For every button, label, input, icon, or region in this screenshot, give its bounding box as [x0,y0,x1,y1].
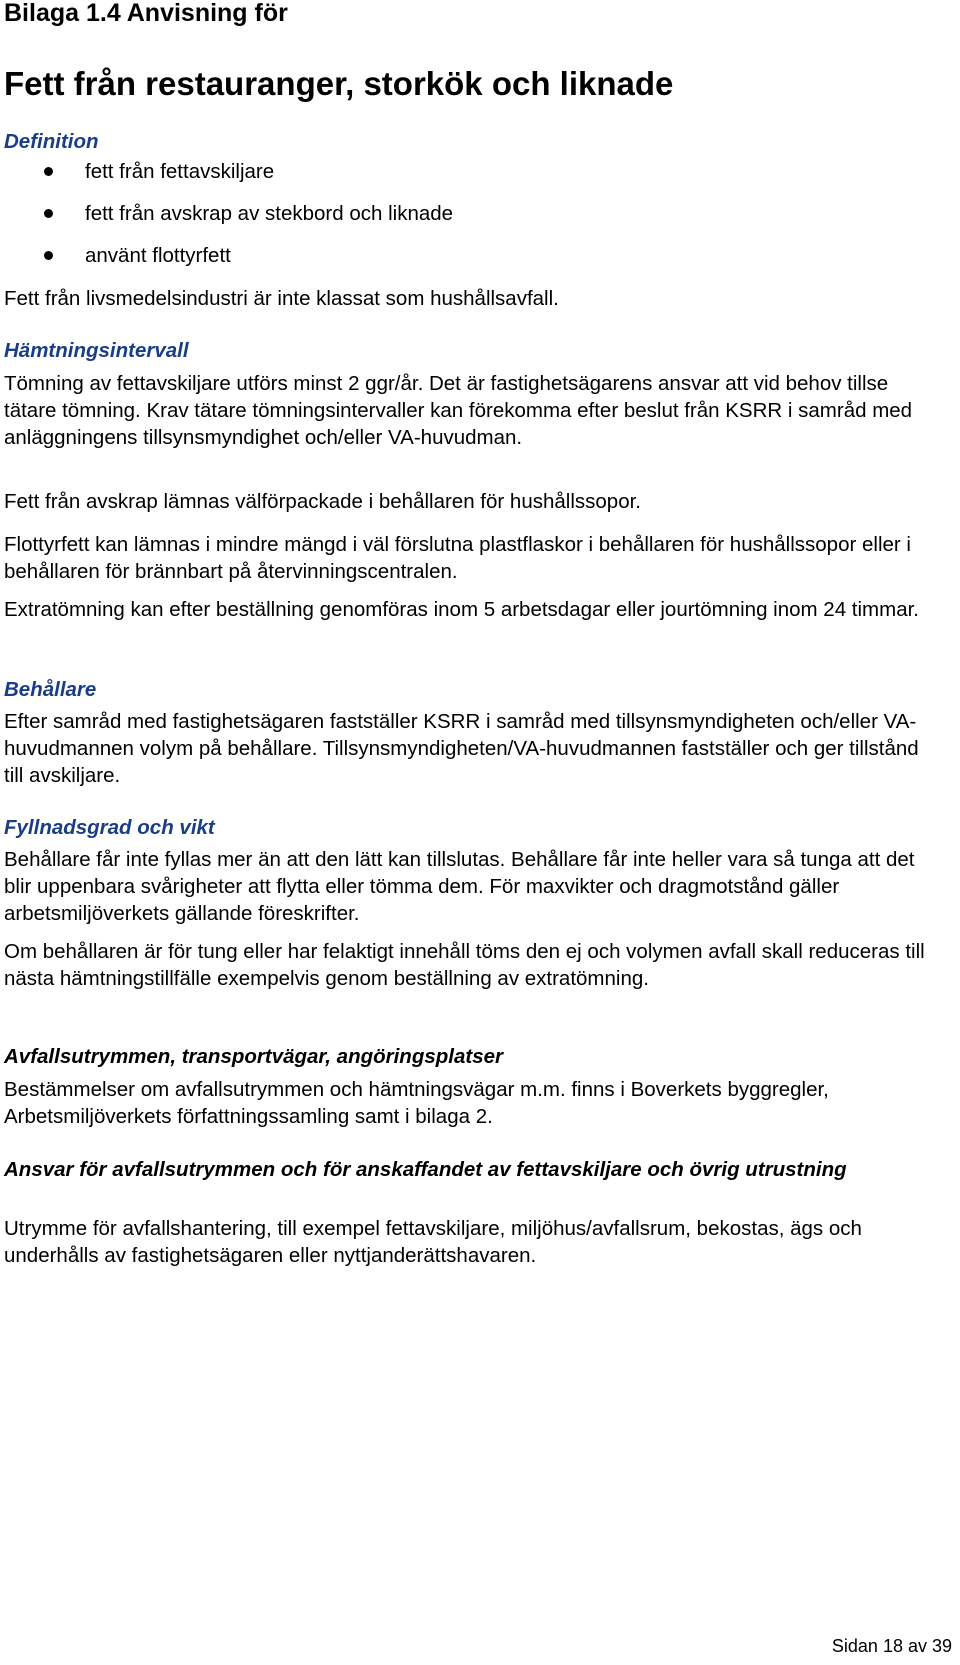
bullet-icon [44,251,53,260]
definition-heading: Definition [4,130,99,153]
bullet-text: använt flottyrfett [85,244,231,267]
responsibility-heading: Ansvar för avfallsutrymmen och för anskaffandet av fettavskiljare och övrig utrustning [4,1158,847,1181]
pickup-paragraph-1: Tömning av fettavskiljare utförs minst 2 ggr/år. Det är fastighetsägarens ansvar att vid behov tillse tätare tömning. Krav tätare tömningsintervaller kan förekomma efter beslut från KSRR i samråd med anläggningens tillsynsmyndighet och/eller VA-huvudman. [4,372,913,449]
fill-weight-heading: Fyllnadsgrad och vikt [4,816,215,839]
pickup-interval-heading: Hämtningsintervall [4,339,189,362]
fill-paragraph-2: Om behållaren är för tung eller har felaktigt innehåll töms den ej och volymen avfall skall reduceras till nästa hämtningstillfälle exempelvis genom beställning av extratömning. [4,940,925,990]
definition-paragraph: Fett från livsmedelsindustri är inte klassat som hushållsavfall. [4,287,559,310]
spaces-heading: Avfallsutrymmen, transportvägar, angöringsplatser [4,1045,503,1068]
spaces-paragraph: Bestämmelser om avfallsutrymmen och hämtningsvägar m.m. finns i Boverkets byggregler, Arbetsmiljöverkets författningssamling samt i bilaga 2. [4,1078,829,1128]
bullet-icon [44,167,53,176]
pickup-paragraph-4: Extratömning kan efter beställning genomföras inom 5 arbetsdagar eller jourtömning inom 24 timmar. [4,598,919,621]
page-number: Sidan 18 av 39 [831,1636,952,1656]
bullet-icon [44,209,53,218]
containers-paragraph: Efter samråd med fastighetsägaren fastställer KSRR i samråd med tillsynsmyndigheten och/eller VA-huvudmannen volym på behållare. Tillsynsmyndigheten/VA-huvudmannen fastställer och ger tillstånd till avskiljare. [4,710,919,787]
pickup-paragraph-3: Flottyrfett kan lämnas i mindre mängd i väl förslutna plastflaskor i behållaren för hushållssopor eller i behållaren för brännbart på återvinningscentralen. [4,533,911,583]
bullet-text: fett från fettavskiljare [85,160,275,183]
appendix-label: Bilaga 1.4 Anvisning för [4,0,288,27]
responsibility-paragraph: Utrymme för avfallshantering, till exempel fettavskiljare, miljöhus/avfallsrum, bekostas, ägs och underhålls av fastighetsägaren eller nyttjanderättshavaren. [4,1217,862,1267]
pickup-paragraph-2: Fett från avskrap lämnas välförpackade i behållaren för hushållssopor. [4,490,641,513]
containers-heading: Behållare [4,678,97,701]
fill-paragraph-1: Behållare får inte fyllas mer än att den lätt kan tillslutas. Behållare får inte heller vara så tunga att det blir uppenbara svårigheter att flytta eller tömma dem. För maxvikter och dragmotstånd gäller arbetsmiljöverkets gällande föreskrifter. [4,848,915,925]
bullet-text: fett från avskrap av stekbord och liknade [85,202,454,225]
page-title: Fett från restauranger, storkök och liknade [4,65,674,102]
